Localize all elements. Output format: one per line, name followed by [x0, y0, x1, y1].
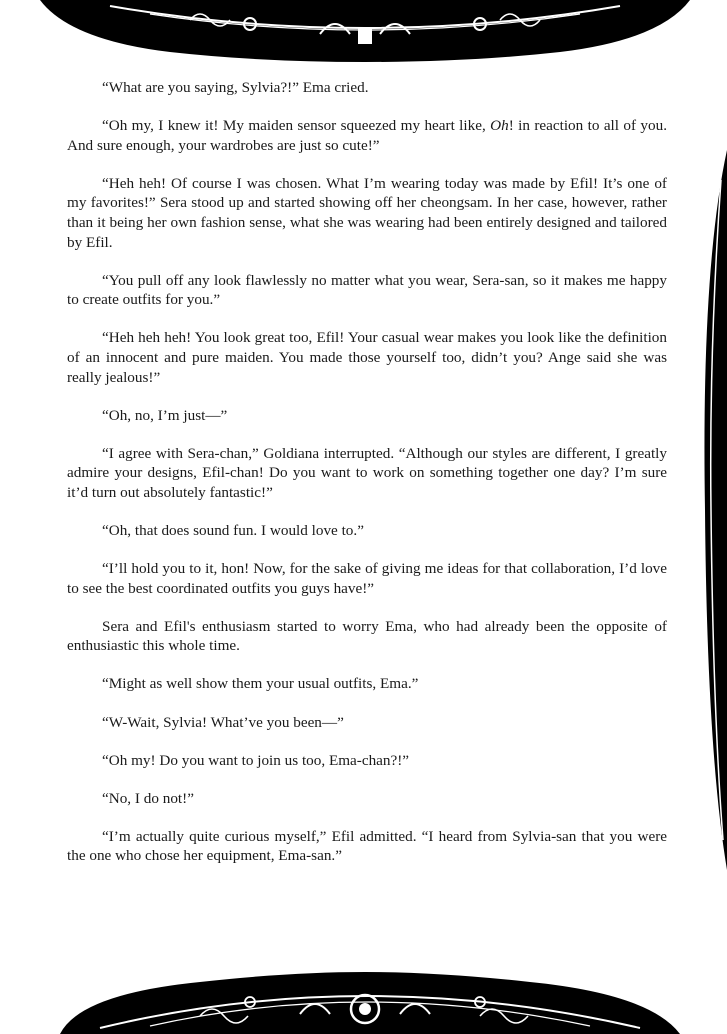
paragraph: “What are you saying, Sylvia?!” Ema cried. [102, 79, 369, 96]
paragraph: Sera and Efil's enthusiasm started to worry Ema, who had already been the opposite of enthusiastic this whole time. [67, 617, 667, 655]
top-ornament-border [0, 0, 727, 70]
bottom-ornament-border [0, 954, 727, 1034]
paragraph: “No, I do not!” [102, 789, 194, 807]
paragraph: “I’m actually quite curious myself,” Efil admitted. “I heard from Sylvia-san that you were the one who chose her equipment, Ema-san.” [67, 827, 667, 865]
paragraph-text: “Oh my, I knew it! My maiden sensor squeezed my heart like, [102, 117, 491, 135]
paragraph: “Heh heh heh! You look great too, Efil! Your casual wear makes you look like the definition of an innocent and pure maiden. You made those yourself too, didn’t you? Ange said she was really jealous!” [67, 329, 667, 386]
right-ornament-border [697, 150, 727, 870]
paragraph: “Oh, that does sound fun. I would love to.” [102, 522, 364, 539]
paragraph: “I agree with Sera-chan,” Goldiana interrupted. “Although our styles are different, I greatly admire your designs, Efil-chan! Do you want to work on something together one day? I’m sure it’d turn out absolutely fantastic!” [67, 444, 667, 501]
paragraph: “You pull off any look flawlessly no matter what you wear, Sera-san, so it makes me happy to create outfits for you.” [67, 271, 667, 309]
paragraph: “Oh, no, I’m just—” [102, 406, 228, 424]
paragraph: “W-Wait, Sylvia! What’ve you been—” [102, 713, 344, 731]
paragraph: “Oh my! Do you want to join us too, Ema-chan?!” [102, 751, 410, 769]
paragraph: “I’ll hold you to it, hon! Now, for the sake of giving me ideas for that collaboration, I’d love to see the best coordinated outfits you guys have!” [67, 560, 667, 597]
body-text [67, 78, 667, 885]
emphasis-text: Oh [490, 117, 509, 135]
paragraph: “Might as well show them your usual outfits, Ema.” [102, 675, 419, 693]
paragraph: “Heh heh! Of course I was chosen. What I’m wearing today was made by Efil! It’s one of my favorites!” Sera stood up and started showing off her cheongsam. In her case, however, rather than it being her own fashion sense, what she was wearing had been entirely designed and tailored by Efil. [67, 174, 667, 251]
paragraph [67, 116, 667, 155]
paragraph-text: ! in reaction to all of you. And sure enough, your wardrobes are just so cute!” [67, 117, 667, 154]
